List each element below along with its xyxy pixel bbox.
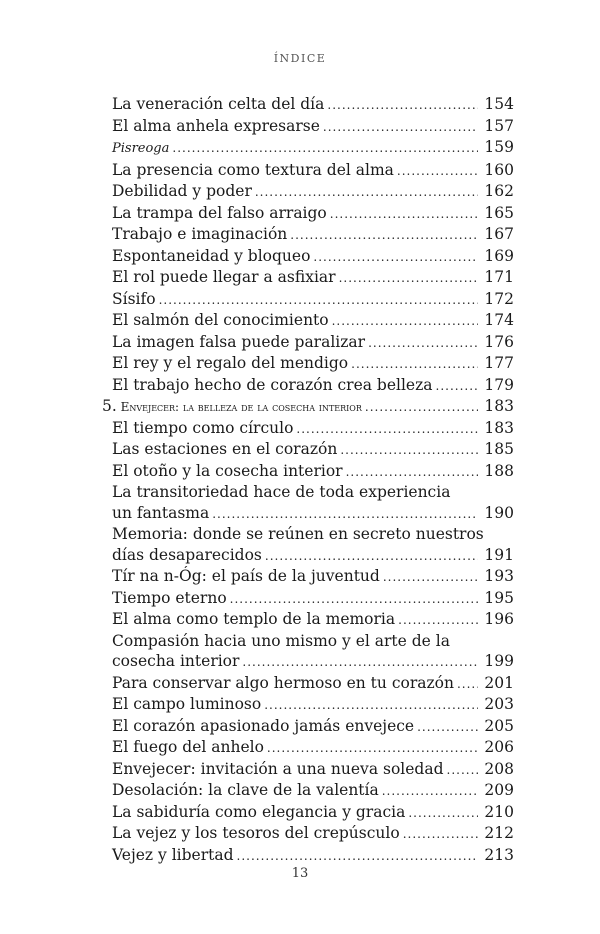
toc-entry-title: Sísifo: [112, 289, 156, 308]
dot-leader: [346, 462, 478, 483]
toc-entry-title: El corazón apasionado jamás envejece: [112, 716, 415, 735]
dot-leader: [296, 419, 478, 440]
toc-entry-title: Tír na n-Óg: el país de la juventud: [112, 567, 380, 585]
toc-entry-page: 167: [484, 225, 514, 243]
dot-leader: [323, 117, 478, 138]
dot-leader: [267, 738, 478, 759]
toc-entry: [102, 737, 514, 759]
toc-entry-title: El tiempo como círculo: [112, 418, 294, 437]
dot-leader: [159, 290, 478, 311]
toc-entry-title: El salmón del conocimiento: [112, 311, 329, 329]
dot-leader: [330, 204, 478, 225]
toc-entry: [102, 716, 514, 738]
toc-entry-title: El fuego del anhelo: [112, 738, 264, 756]
dot-leader: [365, 397, 478, 418]
toc-entry-title-line1: Memoria: donde se reúnen en secreto nuestros: [112, 525, 484, 543]
toc-entry: [102, 137, 514, 160]
dot-leader: [339, 268, 478, 289]
toc-entry-page: 185: [484, 440, 514, 458]
toc-entry-title: Desolación: la clave de la valentía: [112, 781, 379, 799]
running-header: ÍNDICE: [273, 52, 327, 65]
toc-chapter-entry: [102, 396, 514, 418]
toc-entry: [102, 845, 514, 867]
toc-entry-page: 193: [484, 567, 514, 585]
toc-entry: [102, 267, 514, 289]
dot-leader: [408, 803, 478, 824]
dot-leader: [332, 311, 478, 332]
dot-leader: [417, 717, 478, 738]
dot-leader: [457, 674, 478, 695]
dot-leader: [313, 247, 478, 268]
dot-leader: [383, 567, 478, 588]
toc-entry-page: 199: [484, 652, 514, 670]
toc-entry-page: 190: [484, 503, 514, 522]
dot-leader: [397, 161, 478, 182]
dot-leader: [212, 504, 478, 525]
toc-entry-title: Pisreoga: [112, 141, 170, 156]
toc-entry-title: Espontaneidad y bloqueo: [112, 246, 311, 265]
dot-leader: [242, 652, 478, 673]
toc-entry-title: La presencia como textura del alma: [112, 160, 394, 179]
toc-entry-page: 174: [484, 311, 514, 329]
toc-entry-page: 203: [484, 695, 514, 713]
toc-entry-title: La imagen falsa puede paralizar: [112, 332, 366, 351]
toc-entry-page: 177: [484, 354, 514, 372]
dot-leader: [403, 824, 478, 845]
dot-leader: [265, 546, 478, 567]
toc-entry: [102, 246, 514, 268]
toc-entry-page: 169: [484, 246, 514, 265]
toc-entry-page: 179: [484, 375, 514, 394]
toc-entry-title: El trabajo hecho de corazón crea belleza: [112, 375, 433, 394]
toc-entry: [102, 116, 514, 138]
toc-entry-title: La veneración celta del día: [112, 95, 325, 113]
dot-leader: [172, 138, 478, 159]
toc-entry-page: 191: [484, 545, 514, 564]
toc-entry: [102, 802, 514, 824]
toc-entry-title: La vejez y los tesoros del crepúsculo: [112, 824, 400, 842]
toc-entry-page: 159: [484, 138, 514, 156]
dot-leader: [290, 225, 478, 246]
dot-leader: [327, 95, 478, 116]
dot-leader: [255, 182, 478, 203]
toc-entry-title: El alma como templo de la memoria: [112, 610, 396, 628]
toc-entry: [102, 673, 514, 695]
toc-entry: [102, 203, 514, 225]
dot-leader: [351, 354, 478, 375]
toc-entry-page: 183: [484, 397, 514, 415]
toc-entry-title: La sabiduría como elegancia y gracia: [112, 802, 406, 821]
toc-entry: [102, 503, 514, 525]
dot-leader: [340, 440, 478, 461]
toc-entry: [102, 588, 514, 610]
dot-leader: [447, 760, 479, 781]
toc-entry-title: Envejecer: invitación a una nueva soledad: [112, 759, 444, 778]
toc-entry-page: 188: [484, 461, 514, 480]
toc-entry-page: 157: [484, 116, 514, 135]
toc-entry: [102, 439, 514, 461]
toc-entry-title-line1: La transitoriedad hace de toda experiencia: [112, 483, 451, 501]
toc-entry-page: 212: [484, 824, 514, 842]
toc-entry-title: Debilidad y poder: [112, 182, 252, 200]
toc-entry-page: 176: [484, 332, 514, 351]
toc-entry: [102, 609, 514, 631]
toc-entry-page: 172: [484, 289, 514, 308]
toc-entry-title: El alma anhela expresarse: [112, 116, 320, 135]
page-number: 13: [291, 866, 309, 881]
toc-entry-title-line2: cosecha interior: [112, 652, 240, 670]
toc-entry-page: 205: [484, 716, 514, 735]
chapter-number: 5.: [102, 397, 117, 415]
dot-leader: [398, 610, 478, 631]
toc-entry-title: Las estaciones en el corazón: [112, 440, 338, 458]
toc-entry-page: 183: [484, 418, 514, 437]
table-of-contents: [102, 94, 514, 866]
toc-entry-title: Para conservar algo hermoso en tu corazón: [112, 673, 454, 692]
toc-entry-page: 195: [484, 588, 514, 607]
dot-leader: [264, 695, 478, 716]
dot-leader: [382, 781, 478, 802]
toc-entry: [102, 418, 514, 440]
toc-entry-page: 208: [484, 759, 514, 778]
toc-entry-page: 206: [484, 738, 514, 756]
toc-entry-title-line2: días desaparecidos: [112, 545, 262, 564]
toc-entry-title: Tiempo eterno: [112, 588, 227, 607]
toc-entry: [102, 694, 514, 716]
toc-entry: [102, 289, 514, 311]
toc-entry: [102, 332, 514, 354]
toc-entry-page: 201: [484, 673, 514, 692]
toc-entry: [102, 181, 514, 203]
toc-entry: [102, 224, 514, 246]
toc-entry-page: 154: [484, 95, 514, 113]
toc-entry: [102, 823, 514, 845]
toc-entry: [102, 545, 514, 567]
toc-entry: [102, 375, 514, 397]
dot-leader: [237, 846, 478, 867]
dot-leader: [230, 589, 478, 610]
chapter-title: Envejecer: la belleza de la cosecha interior: [120, 400, 362, 414]
toc-entry: [102, 780, 514, 802]
toc-entry-title: El campo luminoso: [112, 695, 262, 713]
toc-entry-title-line2: un fantasma: [112, 503, 210, 522]
toc-entry: [102, 310, 514, 332]
dot-leader: [368, 333, 478, 354]
toc-entry-page: 171: [484, 268, 514, 286]
toc-entry-page: 196: [484, 610, 514, 628]
toc-entry-page: 210: [484, 802, 514, 821]
toc-entry-page: 213: [484, 845, 514, 864]
toc-entry-title: La trampa del falso arraigo: [112, 203, 327, 222]
dot-leader: [436, 376, 479, 397]
toc-entry-page: 165: [484, 203, 514, 222]
toc-entry: [102, 94, 514, 116]
toc-entry-title: El rey y el regalo del mendigo: [112, 354, 349, 372]
toc-entry-title: El rol puede llegar a asfixiar: [112, 268, 336, 286]
toc-entry: [102, 566, 514, 588]
toc-entry-page: 160: [484, 160, 514, 179]
toc-entry: [102, 651, 514, 673]
toc-entry-title: Trabajo e imaginación: [112, 225, 288, 243]
toc-entry: [102, 160, 514, 182]
toc-entry-title: Vejez y libertad: [112, 845, 234, 864]
toc-entry: [102, 759, 514, 781]
toc-entry: [102, 353, 514, 375]
toc-entry-page: 209: [484, 781, 514, 799]
toc-entry: [102, 461, 514, 483]
toc-entry-title-line1: Compasión hacia uno mismo y el arte de la: [112, 631, 450, 650]
toc-entry-page: 162: [484, 182, 514, 200]
toc-entry-title: El otoño y la cosecha interior: [112, 461, 343, 480]
